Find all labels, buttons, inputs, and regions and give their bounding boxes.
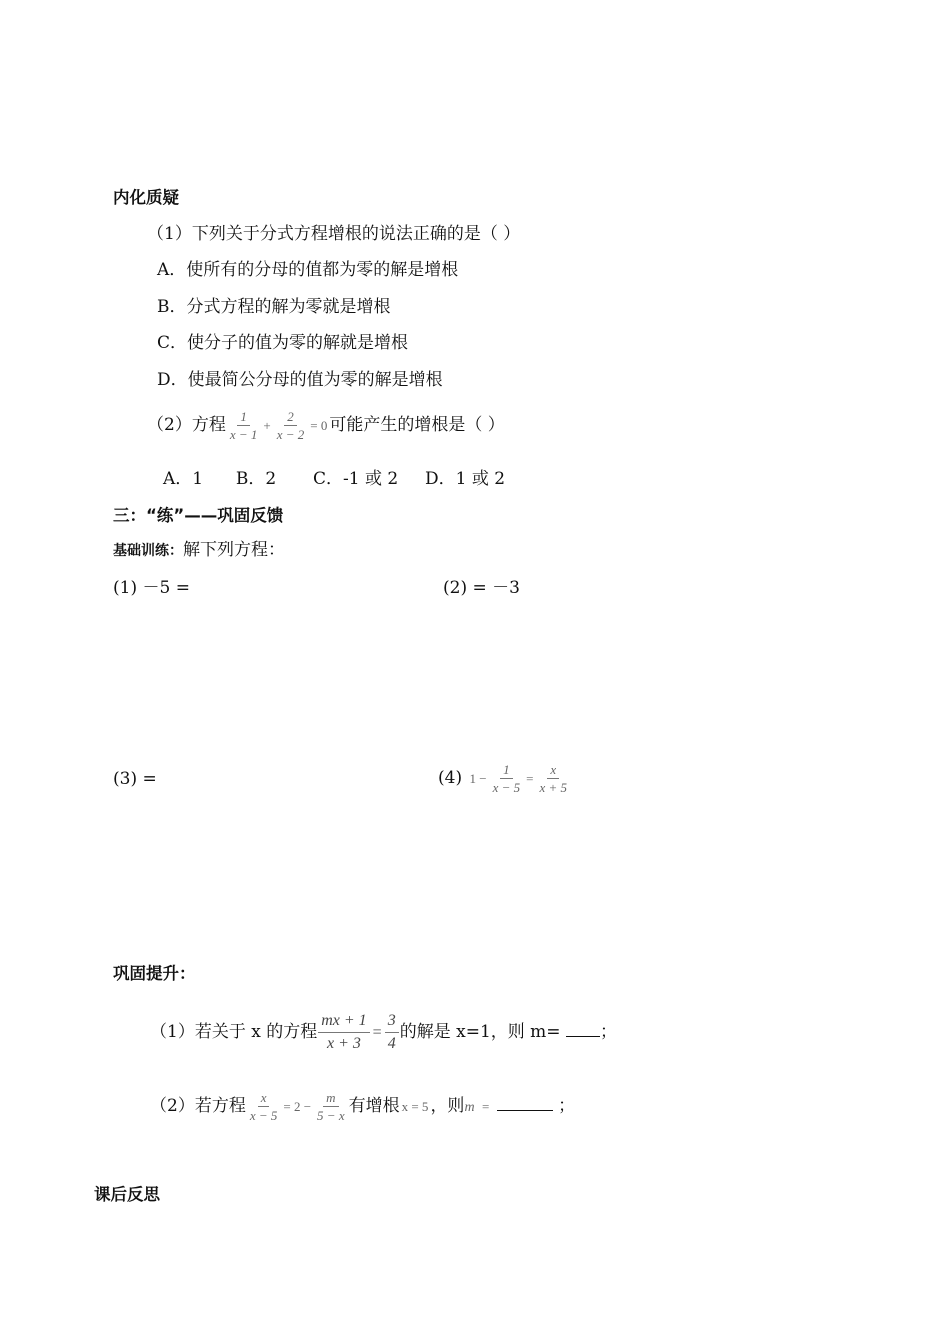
fraction-imp2-lhs — [247, 1090, 281, 1123]
improve-question-2 — [150, 1086, 575, 1128]
section-title-internalize: 内化质疑 — [113, 188, 179, 207]
p4-leading-term: 1 − — [469, 770, 487, 786]
improve-q2-middle: 有增根 — [348, 1096, 400, 1116]
question-1-option-c: C．使分子的值为零的解就是增根 — [157, 333, 409, 353]
improve-q1-middle: 的解是 x=1，则 m= — [399, 1022, 561, 1042]
question-1-option-a: A．使所有的分母的值都为零的解是增根 — [157, 260, 459, 280]
question-2-option-d: D．1 或 2 — [425, 469, 506, 489]
improve-q2-prefix: （2）若方程 — [150, 1096, 246, 1116]
root-value: x = 5 — [401, 1098, 429, 1114]
equals-zero: = 0 — [310, 417, 328, 433]
question-2-option-a: A．1 — [163, 469, 204, 489]
fraction-numerator: 3 — [385, 1011, 399, 1033]
practice-problem-4-label: (4) — [438, 768, 463, 788]
fraction-imp1-rhs — [385, 1011, 399, 1054]
improve-question-1 — [150, 1008, 617, 1057]
section-title-practice: 三：“练”——巩固反馈 — [113, 506, 284, 525]
plus-sign: + — [263, 417, 271, 433]
practice-problem-1: (1) －5 = — [113, 578, 190, 598]
improve-q2-suffix: ； — [558, 1096, 576, 1116]
answer-blank[interactable] — [566, 1036, 600, 1037]
fraction-numerator: m — [323, 1090, 338, 1107]
question-1-option-d: D．使最简公分母的值为零的解是增根 — [157, 370, 443, 390]
question-1-stem: （1）下列关于分式方程增根的说法正确的是（ ） — [147, 224, 521, 244]
question-2-option-b: B．2 — [235, 469, 277, 489]
fraction-denominator: x − 5 — [492, 780, 521, 795]
practice-problem-3: (3) = — [113, 769, 157, 789]
fraction-numerator: 1 — [237, 409, 250, 426]
fraction-denominator: x − 1 — [229, 427, 258, 442]
fraction-numerator: mx + 1 — [318, 1011, 369, 1033]
section-title-reflect: 课后反思 — [94, 1185, 160, 1204]
fraction-p4-term2 — [536, 762, 570, 795]
answer-blank[interactable] — [497, 1110, 553, 1111]
fraction-denominator: x − 5 — [249, 1108, 278, 1123]
basic-training-line — [113, 538, 285, 563]
equals-sign: = — [481, 1098, 490, 1114]
improve-q2-after-root: ，则 — [430, 1096, 465, 1116]
fraction-numerator: 1 — [500, 762, 513, 779]
practice-problem-4 — [438, 758, 571, 799]
equals-sign: = — [526, 770, 534, 786]
question-2-option-c: C．-1 或 2 — [313, 469, 399, 489]
fraction-denominator: 5 − x — [317, 1108, 345, 1123]
variable-m: m — [464, 1100, 475, 1115]
practice-problem-2: (2) = －3 — [443, 578, 520, 598]
question-2-suffix: 可能产生的增根是（ ） — [329, 415, 505, 435]
basic-training-instruction: 解下列方程： — [183, 540, 285, 560]
fraction-denominator: 4 — [387, 1035, 396, 1052]
fraction-numerator: x — [258, 1090, 270, 1107]
fraction-numerator: 2 — [284, 409, 297, 426]
section-title-improve: 巩固提升： — [113, 964, 196, 983]
question-2-prefix: （2）方程 — [147, 415, 226, 435]
fraction-imp2-rhs — [314, 1090, 348, 1123]
fraction-denominator: x − 2 — [276, 427, 305, 442]
fraction-denominator: x + 5 — [539, 780, 568, 795]
question-2-options — [163, 467, 505, 491]
fraction-numerator: x — [547, 762, 559, 779]
equals-two-minus: = 2 − — [283, 1098, 312, 1114]
fraction-imp1-lhs — [318, 1011, 369, 1054]
fraction-p4-term1 — [490, 762, 524, 795]
fraction-q2-term2 — [274, 409, 308, 442]
fraction-denominator: x + 3 — [326, 1035, 361, 1052]
question-2-line — [147, 405, 505, 446]
fraction-q2-term1 — [227, 409, 261, 442]
basic-training-label: 基础训练： — [113, 543, 183, 559]
improve-q1-prefix: （1）若关于 x 的方程 — [150, 1022, 318, 1042]
improve-q1-suffix: ； — [599, 1022, 617, 1042]
question-1-option-b: B．分式方程的解为零就是增根 — [157, 297, 391, 317]
equals-sign: = — [372, 1023, 382, 1041]
